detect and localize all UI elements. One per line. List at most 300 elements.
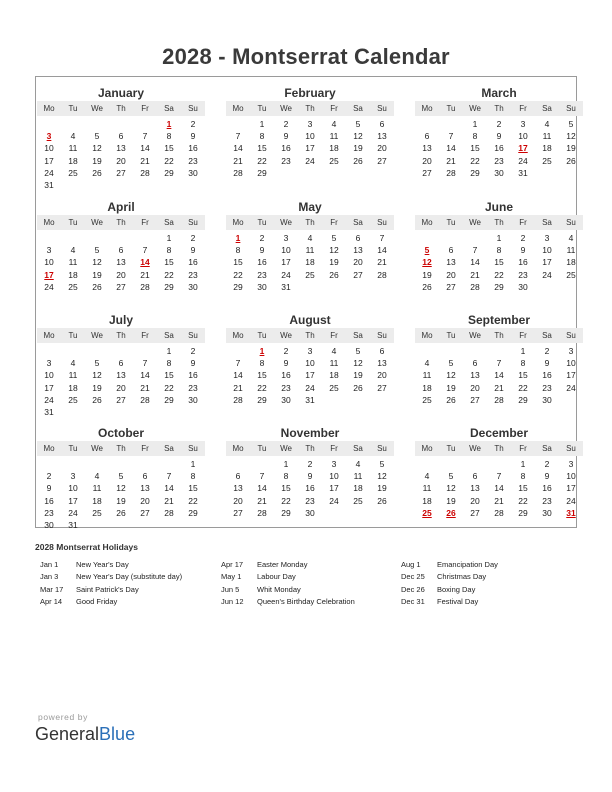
calendar-day: 28 (140, 167, 150, 178)
calendar-day: 27 (116, 281, 126, 292)
holiday-date: 1 (166, 119, 172, 129)
calendar-day: 14 (257, 483, 267, 494)
calendar-day: 2 (283, 346, 289, 356)
calendar-day: 22 (281, 495, 291, 506)
calendar-day: 15 (257, 370, 267, 381)
calendar-day: 25 (92, 507, 102, 518)
calendar-day: 1 (190, 459, 196, 469)
calendar-day: 10 (44, 370, 54, 381)
calendar-day: 26 (422, 281, 432, 292)
calendar-day: 18 (422, 382, 432, 393)
calendar-day: 13 (353, 245, 363, 256)
weekday-label: Th (116, 104, 126, 113)
weekday-label: Mo (43, 104, 55, 113)
calendar-day: 2 (544, 346, 550, 356)
calendar-day: 4 (355, 459, 361, 469)
calendar-day: 25 (329, 155, 339, 166)
weekday-label: Tu (257, 331, 267, 340)
calendar-day: 27 (377, 382, 387, 393)
calendar-day: 27 (422, 167, 432, 178)
holiday-date-label: Jan 3 (40, 572, 59, 582)
calendar-day: 6 (118, 131, 124, 142)
calendar-day: 20 (116, 269, 126, 280)
calendar-day: 20 (422, 155, 432, 166)
weekday-label: We (469, 218, 481, 227)
calendar-day: 5 (331, 233, 337, 243)
powered-by-text: powered by (38, 712, 88, 722)
calendar-day: 3 (568, 459, 574, 469)
calendar-day: 29 (470, 167, 480, 178)
holiday-date-label: Apr 14 (40, 596, 63, 606)
calendar-day: 14 (377, 245, 387, 256)
weekday-label: Fr (330, 444, 338, 453)
weekday-label: We (91, 104, 103, 113)
calendar-day: 8 (520, 471, 526, 482)
calendar-day: 17 (281, 257, 291, 268)
calendar-day: 18 (422, 495, 432, 506)
calendar-day: 18 (329, 370, 339, 381)
calendar-day: 23 (542, 382, 552, 393)
calendar-day: 24 (329, 495, 339, 506)
calendar-day: 12 (92, 143, 102, 154)
calendar-day: 10 (281, 245, 291, 256)
calendar-day: 22 (518, 382, 528, 393)
calendar-day: 10 (566, 358, 576, 369)
calendar-day: 3 (520, 119, 526, 129)
calendar-day: 23 (44, 507, 54, 518)
calendar-day: 9 (544, 471, 550, 482)
calendar-day: 6 (355, 233, 361, 243)
month-january (37, 80, 205, 188)
month-name: June (484, 200, 513, 214)
calendar-day: 16 (188, 370, 198, 381)
calendar-day: 20 (140, 495, 150, 506)
calendar-day: 11 (422, 370, 432, 381)
weekday-label: Tu (446, 218, 456, 227)
weekday-label: Th (494, 218, 504, 227)
month-march (415, 80, 583, 188)
calendar-day: 26 (353, 155, 363, 166)
calendar-day: 16 (44, 495, 54, 506)
brand-logo[interactable] (35, 724, 135, 745)
calendar-day: 9 (544, 358, 550, 369)
calendar-day: 10 (329, 471, 339, 482)
calendar-day: 23 (518, 269, 528, 280)
calendar-day: 17 (566, 483, 576, 494)
holiday-date: 17 (44, 269, 54, 280)
calendar-day: 25 (566, 269, 576, 280)
calendar-day: 10 (518, 131, 528, 142)
calendar-day: 19 (377, 483, 387, 494)
calendar-day: 4 (568, 233, 574, 243)
weekday-label: Tu (68, 331, 78, 340)
calendar-day: 19 (353, 370, 363, 381)
calendar-day: 31 (281, 281, 291, 292)
calendar-day: 3 (307, 346, 313, 356)
weekday-label: Th (305, 444, 315, 453)
calendar-day: 2 (520, 233, 526, 243)
calendar-day: 2 (544, 459, 550, 469)
calendar-day: 28 (377, 269, 387, 280)
calendar-day: 11 (566, 245, 576, 256)
calendar-day: 28 (446, 167, 456, 178)
calendar-day: 21 (446, 155, 456, 166)
month-name: January (97, 86, 145, 100)
calendar-day: 16 (188, 257, 198, 268)
calendar-day: 6 (472, 471, 478, 482)
weekday-label: Mo (43, 331, 55, 340)
calendar-day: 8 (190, 471, 196, 482)
calendar-day: 19 (422, 269, 432, 280)
calendar-day: 14 (494, 483, 504, 494)
calendar-day: 21 (140, 155, 150, 166)
calendar-day: 28 (257, 507, 267, 518)
calendar-day: 20 (377, 143, 387, 154)
calendar-day: 12 (116, 483, 126, 494)
weekday-label: Fr (141, 331, 149, 340)
calendar-day: 12 (446, 483, 456, 494)
calendar-day: 11 (92, 483, 102, 494)
calendar-day: 4 (424, 471, 430, 482)
calendar-day: 5 (379, 459, 385, 469)
weekday-label: Sa (164, 104, 174, 113)
calendar-day: 14 (140, 143, 150, 154)
weekday-label: Th (116, 444, 126, 453)
calendar-day: 6 (235, 471, 241, 482)
calendar-day: 8 (496, 245, 502, 256)
calendar-day: 28 (494, 507, 504, 518)
holiday-date: 25 (422, 507, 432, 518)
calendar-day: 15 (518, 370, 528, 381)
calendar-day: 13 (140, 483, 150, 494)
calendar-day: 10 (566, 471, 576, 482)
weekday-label: Sa (542, 104, 552, 113)
holiday-name: New Year's Day (76, 560, 129, 569)
calendar-day: 3 (283, 233, 289, 243)
month-name: March (481, 86, 517, 100)
weekday-label: Mo (232, 444, 244, 453)
calendar-day: 18 (92, 495, 102, 506)
calendar-day: 10 (44, 143, 54, 154)
calendar-day: 8 (283, 471, 289, 482)
calendar-day: 7 (235, 358, 241, 369)
calendar-day: 4 (331, 346, 337, 356)
calendar-day: 22 (164, 382, 174, 393)
calendar-day: 23 (305, 495, 315, 506)
weekday-label: Th (494, 444, 504, 453)
calendar-day: 7 (496, 471, 502, 482)
weekday-header (226, 328, 394, 343)
calendar-day: 4 (424, 358, 430, 369)
calendar-day: 27 (116, 394, 126, 405)
calendar-day: 22 (518, 495, 528, 506)
calendar-day: 4 (307, 233, 313, 243)
calendar-day: 19 (116, 495, 126, 506)
weekday-label: Su (377, 444, 387, 453)
calendar-day: 12 (329, 245, 339, 256)
weekday-header (37, 328, 205, 343)
calendar-day: 16 (281, 370, 291, 381)
calendar-day: 29 (164, 281, 174, 292)
calendar-day: 19 (92, 155, 102, 166)
month-name: April (107, 200, 135, 214)
weekday-label: Fr (141, 104, 149, 113)
calendar-day: 25 (329, 382, 339, 393)
holiday-name: Good Friday (76, 596, 118, 606)
calendar-day: 5 (355, 119, 361, 129)
calendar-day: 26 (92, 281, 102, 292)
weekday-label: We (280, 444, 292, 453)
calendar-day: 30 (305, 507, 315, 518)
calendar-day: 6 (472, 358, 478, 369)
holiday-name: Christmas Day (437, 572, 487, 582)
calendar-day: 6 (448, 245, 454, 256)
calendar-day: 12 (566, 131, 576, 142)
calendar-day: 8 (259, 358, 265, 369)
calendar-day: 25 (68, 394, 78, 405)
weekday-label: We (469, 444, 481, 453)
calendar-day: 12 (353, 131, 363, 142)
calendar-day: 14 (470, 257, 480, 268)
calendar-day: 14 (140, 370, 150, 381)
holiday-name: Labour Day (257, 572, 296, 582)
calendar-day: 30 (542, 507, 552, 518)
calendar-day: 13 (470, 483, 480, 494)
calendar-day: 29 (281, 507, 291, 518)
holiday-name: New Year's Day (substitute day) (76, 572, 183, 582)
calendar-day: 14 (164, 483, 174, 494)
weekday-label: Th (305, 218, 315, 227)
calendar-day: 27 (377, 155, 387, 166)
calendar-day: 21 (377, 257, 387, 268)
month-december (415, 420, 583, 528)
weekday-label: Su (566, 218, 576, 227)
holiday-date-label: Dec 26 (401, 584, 425, 594)
calendar-day: 3 (568, 346, 574, 356)
weekday-label: Th (305, 104, 315, 113)
calendar-day: 24 (44, 281, 54, 292)
holiday-date-label: Mar 17 (40, 584, 64, 594)
calendar-day: 16 (257, 257, 267, 268)
calendar-day: 2 (307, 459, 313, 469)
weekday-label: Su (566, 104, 576, 113)
calendar-day: 31 (44, 180, 54, 190)
calendar-day: 30 (518, 281, 528, 292)
calendar-day: 26 (92, 394, 102, 405)
holiday-date: 12 (422, 257, 432, 268)
calendar-day: 1 (259, 119, 265, 129)
calendar-day: 30 (542, 394, 552, 405)
calendar-day: 26 (92, 167, 102, 178)
calendar-day: 6 (424, 131, 430, 142)
calendar-day: 4 (70, 245, 76, 256)
calendar-day: 2 (259, 233, 265, 243)
weekday-header (415, 328, 583, 343)
calendar-day: 18 (542, 143, 552, 154)
calendar-day: 13 (116, 370, 126, 381)
calendar-day: 23 (494, 155, 504, 166)
weekday-label: Th (494, 331, 504, 340)
calendar-day: 19 (353, 143, 363, 154)
calendar-day: 20 (116, 382, 126, 393)
page-title: 2028 - Montserrat Calendar (162, 44, 450, 69)
calendar-day: 11 (68, 370, 78, 381)
calendar-day: 23 (281, 155, 291, 166)
calendar-day: 29 (164, 167, 174, 178)
calendar-day: 3 (307, 119, 313, 129)
calendar-day: 17 (68, 495, 78, 506)
calendar-day: 15 (164, 370, 174, 381)
calendar-day: 4 (544, 119, 550, 129)
weekday-label: Su (188, 218, 198, 227)
calendar-day: 28 (164, 507, 174, 518)
weekday-header (226, 441, 394, 456)
calendar-day: 5 (448, 358, 454, 369)
calendar-day: 23 (257, 269, 267, 280)
calendar-day: 8 (259, 131, 265, 142)
calendar-day: 16 (542, 483, 552, 494)
calendar-day: 2 (283, 119, 289, 129)
calendar-day: 7 (166, 471, 172, 482)
calendar-day: 10 (305, 131, 315, 142)
calendar-day: 31 (68, 520, 78, 530)
weekday-label: Tu (257, 104, 267, 113)
weekday-label: Su (377, 104, 387, 113)
calendar-day: 23 (188, 269, 198, 280)
calendar-day: 23 (281, 382, 291, 393)
calendar-day: 19 (329, 257, 339, 268)
month-april (37, 194, 205, 302)
calendar-day: 15 (164, 143, 174, 154)
calendar-day: 26 (446, 394, 456, 405)
month-february (226, 80, 394, 188)
calendar-day: 27 (470, 394, 480, 405)
holiday-date: 1 (259, 346, 265, 356)
weekday-label: Sa (542, 218, 552, 227)
calendar-day: 30 (188, 167, 198, 178)
calendar-day: 14 (233, 370, 243, 381)
weekday-label: Fr (141, 444, 149, 453)
calendar-day: 25 (422, 394, 432, 405)
weekday-label: Fr (519, 104, 527, 113)
calendar-day: 2 (190, 346, 196, 356)
calendar-day: 11 (422, 483, 432, 494)
calendar-day: 22 (257, 382, 267, 393)
calendar-day: 6 (118, 245, 124, 256)
calendar-day: 18 (353, 483, 363, 494)
brand-logo-part2: Blue (99, 724, 136, 744)
calendar-day: 1 (166, 346, 172, 356)
calendar-day: 24 (44, 167, 54, 178)
weekday-label: Sa (164, 331, 174, 340)
weekday-label: Su (188, 444, 198, 453)
weekday-label: Tu (257, 444, 267, 453)
calendar-day: 14 (446, 143, 456, 154)
calendar-day: 4 (70, 358, 76, 369)
calendar-day: 29 (494, 281, 504, 292)
calendar-day: 15 (188, 483, 198, 494)
calendar-day: 17 (305, 143, 315, 154)
calendar-day: 18 (329, 143, 339, 154)
calendar-day: 2 (496, 119, 502, 129)
weekday-label: Mo (232, 104, 244, 113)
weekday-label: Tu (68, 444, 78, 453)
calendar-day: 19 (92, 382, 102, 393)
calendar-day: 29 (257, 167, 267, 178)
calendar-day: 17 (542, 257, 552, 268)
calendar-day: 24 (305, 382, 315, 393)
weekday-label: Su (377, 331, 387, 340)
weekday-header (415, 215, 583, 230)
calendar-day: 20 (470, 382, 480, 393)
calendar-day: 22 (470, 155, 480, 166)
holiday-date-label: Jun 5 (221, 584, 240, 594)
calendar-day: 3 (46, 358, 52, 369)
calendar-day: 9 (259, 245, 265, 256)
calendar-day: 13 (470, 370, 480, 381)
calendar-day: 21 (470, 269, 480, 280)
calendar-day: 26 (353, 382, 363, 393)
holiday-date-label: Jan 1 (40, 560, 59, 569)
calendar-day: 22 (188, 495, 198, 506)
weekday-label: Su (377, 218, 387, 227)
calendar-day: 5 (94, 358, 100, 369)
calendar-day: 18 (68, 269, 78, 280)
weekday-header (415, 441, 583, 456)
month-name: August (289, 313, 331, 327)
month-name: September (467, 313, 531, 327)
month-september (415, 307, 583, 415)
calendar-day: 28 (494, 394, 504, 405)
calendar-day: 1 (496, 233, 502, 243)
calendar-day: 27 (140, 507, 150, 518)
calendar-day: 31 (518, 167, 528, 178)
calendar-day: 29 (164, 394, 174, 405)
calendar-day: 17 (305, 370, 315, 381)
calendar-day: 3 (46, 245, 52, 256)
calendar-day: 16 (518, 257, 528, 268)
weekday-label: Mo (232, 218, 244, 227)
weekday-label: We (91, 331, 103, 340)
weekday-header (226, 215, 394, 230)
weekday-label: We (469, 104, 481, 113)
calendar-day: 24 (542, 269, 552, 280)
calendar-day: 21 (140, 269, 150, 280)
calendar-day: 5 (568, 119, 574, 129)
calendar-day: 11 (68, 143, 78, 154)
calendar-day: 5 (94, 131, 100, 142)
calendar-day: 21 (257, 495, 267, 506)
weekday-label: We (280, 104, 292, 113)
weekday-label: Sa (353, 331, 363, 340)
calendar-day: 19 (446, 382, 456, 393)
calendar-day: 25 (305, 269, 315, 280)
weekday-header (415, 101, 583, 116)
calendar-day: 8 (166, 131, 172, 142)
weekday-label: Mo (232, 331, 244, 340)
calendar-day: 15 (164, 257, 174, 268)
calendar-day: 8 (166, 245, 172, 256)
weekday-label: Fr (519, 331, 527, 340)
month-name: November (280, 426, 340, 440)
month-name: February (284, 86, 336, 100)
calendar-day: 9 (283, 358, 289, 369)
weekday-label: Sa (353, 444, 363, 453)
calendar-day: 12 (446, 370, 456, 381)
month-june (415, 194, 583, 302)
calendar-day: 19 (566, 143, 576, 154)
holiday-name: Whit Monday (257, 584, 301, 594)
